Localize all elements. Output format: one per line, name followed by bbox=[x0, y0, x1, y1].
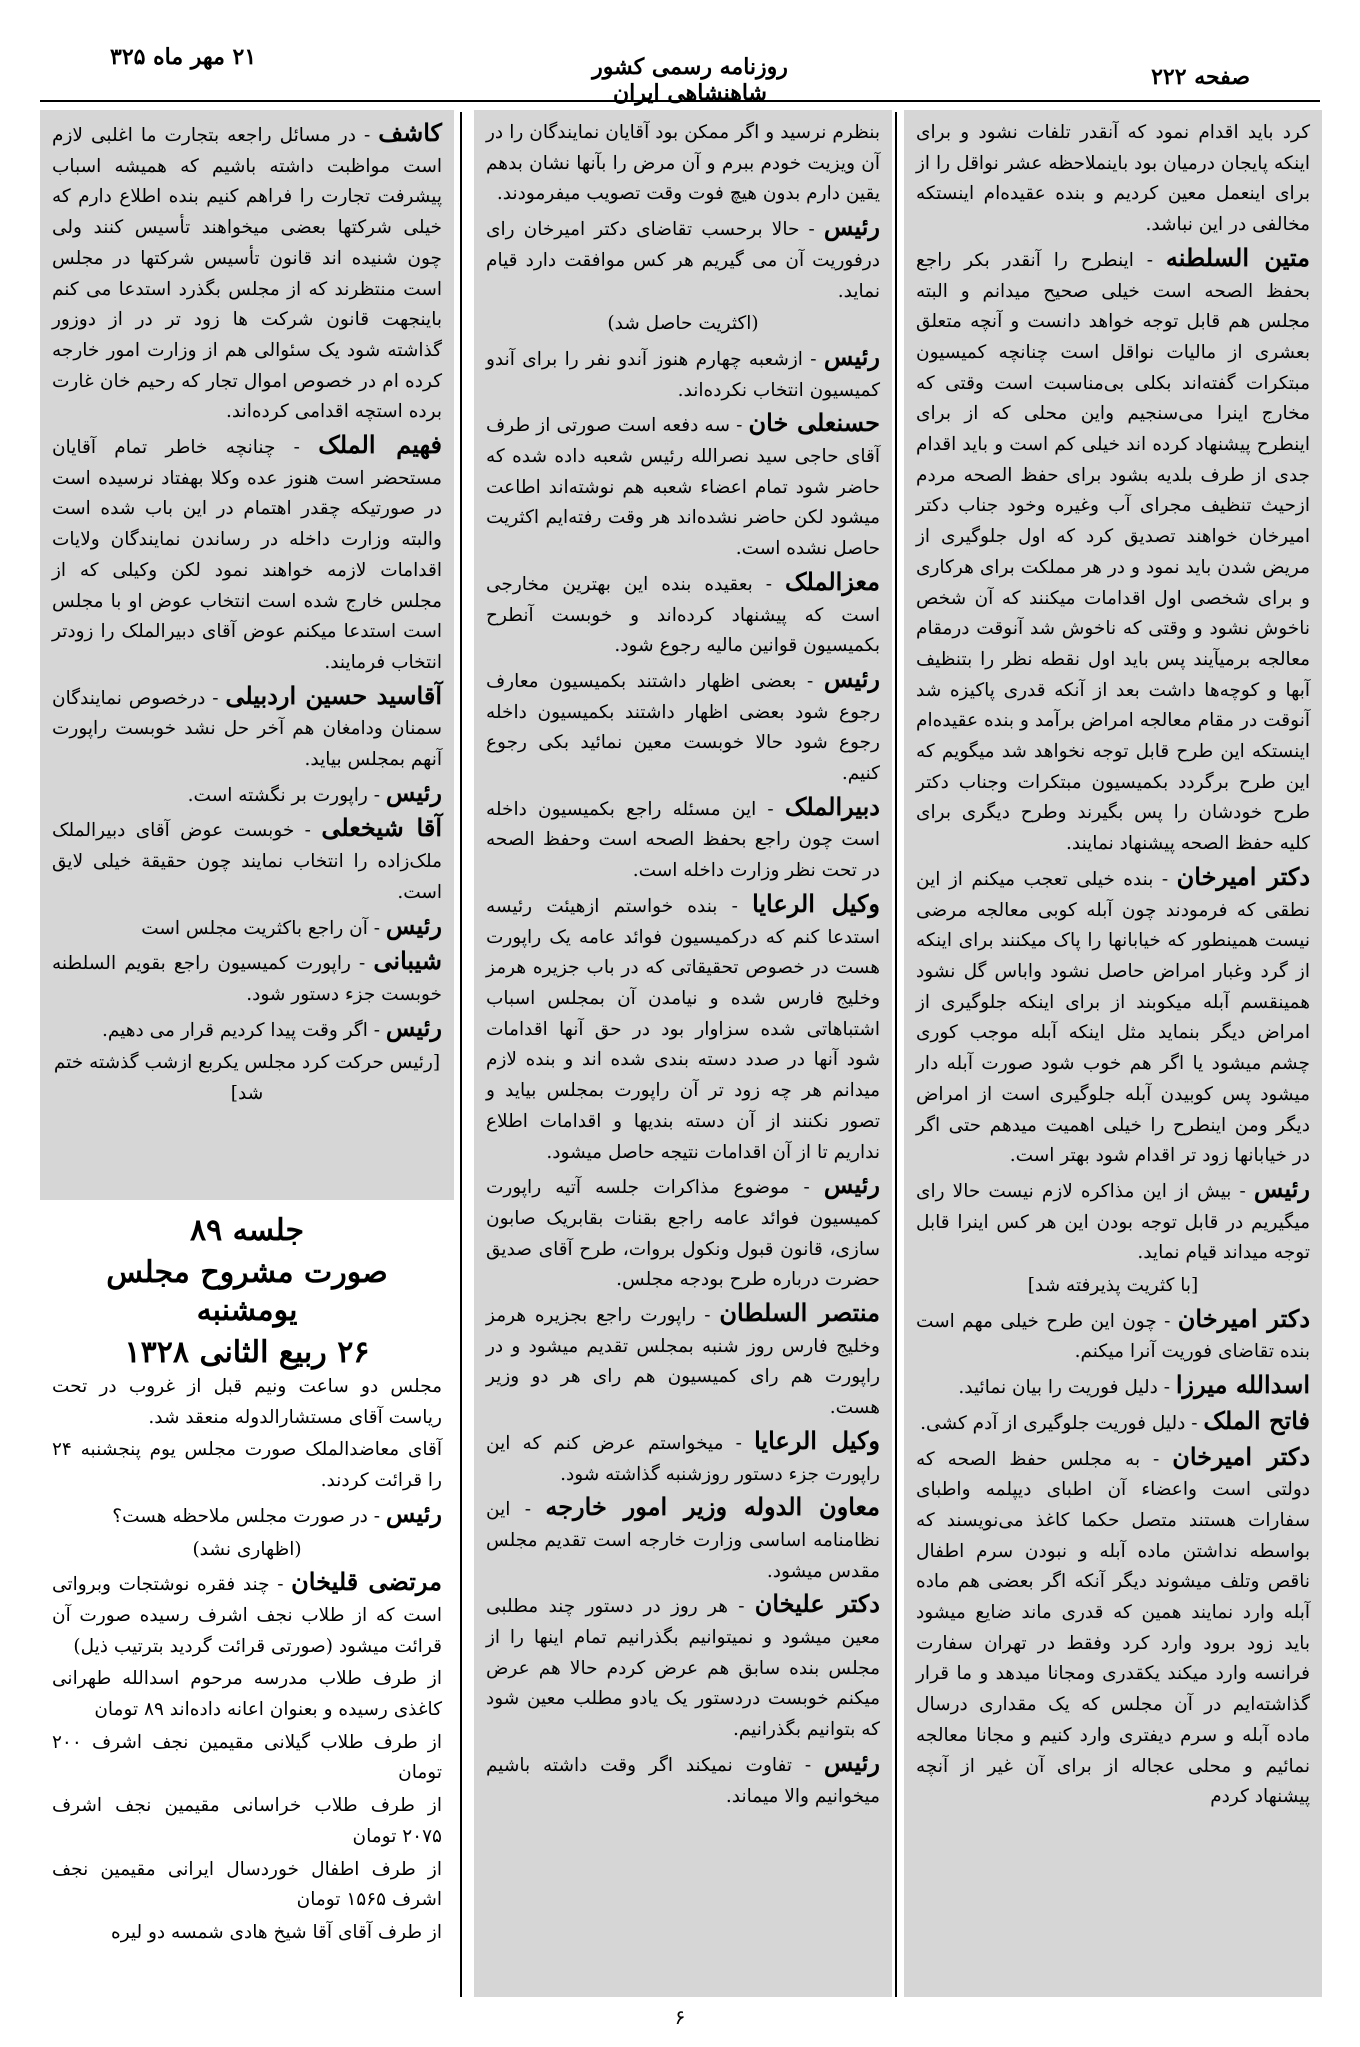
speech-text: - چند فقره نوشتجات وبرواتی است که از طلاب نجف اشرف رسیده صورت آن قرائت میشود (صورتی قرائت گردید بترتیب ذیل) bbox=[52, 1574, 442, 1657]
speech-paragraph bbox=[52, 1664, 442, 1725]
speech-text: - راپورت راجع بجزیره هرمز وخلیج فارس روز شنبه بمجلس تقدیم میشود و در راپورت هم رای کمیسیون هم رای هر دو وزیر هست. bbox=[486, 1305, 880, 1419]
speech-paragraph bbox=[486, 212, 880, 307]
speech-paragraph bbox=[916, 1442, 1310, 1813]
speech-paragraph bbox=[52, 1918, 442, 1949]
page-number: صفحه ۲۲۲ bbox=[1151, 64, 1250, 90]
speaker-name: دکتر امیرخان bbox=[1177, 1303, 1311, 1333]
speaker-name: رئیس bbox=[385, 777, 442, 807]
proceedings-note: [با کثریت پذیرفته شد] bbox=[1027, 1275, 1199, 1297]
speaker-name: رئیس bbox=[823, 1747, 880, 1777]
speech-paragraph bbox=[52, 1728, 442, 1789]
column-divider bbox=[895, 112, 897, 1997]
middle-column bbox=[474, 110, 892, 1997]
speech-paragraph bbox=[916, 1304, 1310, 1368]
speaker-name: دکتر علیخان bbox=[754, 1589, 880, 1619]
speaker-name: رئیس bbox=[1253, 1173, 1310, 1203]
speaker-name: مرتضی قلیخان bbox=[291, 1567, 442, 1597]
speech-paragraph bbox=[486, 1748, 880, 1812]
speech-text: - موضوع مذاکرات جلسه آتیه راپورت کمیسیون فوائد عامه راجع بقنات بقابریک صابون سازی، قانون قبول ونکول بروات، طرح آقای صدیق حضرت درباره طرح بودجه مجلس. bbox=[486, 1177, 880, 1291]
speech-text: - راپورت کمیسیون راجع بقویم السلطنه خوبست جزء دستور شود. bbox=[52, 953, 442, 1005]
speech-paragraph bbox=[486, 118, 880, 210]
proceedings-note: [رئیس حرکت کرد مجلس یکربع ازشب گذشته ختم شد] bbox=[53, 1052, 441, 1105]
speech-text: - بیش از این مذاکره لازم نیست حالا رای میگیریم در قابل توجه بودن این هر کس اینرا قابل توجه میداند قیام نماید. bbox=[916, 1180, 1310, 1264]
speaker-name: فاتح الملک bbox=[1203, 1405, 1310, 1435]
proceedings-note: (اظهاری نشد) bbox=[192, 1538, 302, 1560]
speech-paragraph bbox=[52, 1435, 442, 1496]
speech-text: - درخصوص نمایندگان سمنان ودامغان هم آخر حل نشد خوبست راپورت آنهم بمجلس بیاید. bbox=[52, 687, 442, 771]
speech-paragraph bbox=[916, 1174, 1310, 1269]
speech-text: کرد باید اقدام نمود که آنقدر تلفات نشود و برای اینکه پایجان درمیان بود باینملاحظه عشر نواقل را از برای اینعمل معین کردیم و بنده عقیده‌ام اینستکه مخالفی در این نباشد. bbox=[916, 122, 1310, 236]
speech-paragraph bbox=[486, 1426, 880, 1490]
newspaper-title: روزنامه رسمی کشور شاهنشاهی ایران bbox=[592, 54, 788, 106]
speech-paragraph bbox=[52, 911, 442, 945]
speech-text: - بعضی اظهار داشتند بکمیسیون معارف رجوع شود بعضی اظهار داشتند بکمیسیون داخله رجوع شود حالا خوبست معین نمائید بکی رجوع کنیم. bbox=[486, 670, 880, 785]
speaker-name: رئیس bbox=[823, 1170, 880, 1200]
speech-text: - سه دفعه است صورتی از طرف آقای حاجی سید نصرالله رئیس شعبه داده شده که حاضر شود تمام اعضاء شعبه هم نوشته‌اند اطاعت میشود لکن حاضر نشده‌اند هر وقت رفته‌ایم اکثریت حاصل نشده است. bbox=[486, 415, 880, 560]
left-column bbox=[40, 110, 454, 1997]
speech-paragraph bbox=[52, 1567, 442, 1662]
column-divider bbox=[460, 112, 462, 1997]
session-title: صورت مشروح مجلس یومشنبه bbox=[106, 1255, 388, 1328]
speaker-name: وکیل الرعایا bbox=[754, 1425, 880, 1455]
session-89-section bbox=[40, 1200, 454, 1949]
speaker-name: منتصر السلطان bbox=[719, 1298, 881, 1328]
speaker-name: آقاسید حسین اردبیلی bbox=[225, 680, 442, 710]
speaker-name: دبیرالملک bbox=[784, 791, 880, 821]
speech-text: - دلیل فوریت را بیان نمائید. bbox=[958, 1377, 1170, 1399]
speaker-name: دکتر امیرخان bbox=[1172, 1441, 1310, 1471]
speech-text: - بنده خیلی تعجب میکنم از این نطقی که فرمودند چون آبله کوبی معالجه مرضی نیست همینطور که خیابانها را پاک میکنند برای اینکه از گرد وغبار امراض حاصل نشود واباس گل نشود همینقسم آبله میکوبند از برای اینکه جلوگیری از امراض دیگر بنماید مثل اینکه آبله موجب کوری چشم میشود یا اگر هم خوب شود صورت آبله دار میشود پس کوبیدن آبله جلوگیری است از امراض دیگر ومن اینطرح را خیلی اهمیت میدهم حتی اگر در خیابانها زود تر اقدام شود بهتر است. bbox=[916, 868, 1310, 1167]
speech-text: - هر روز در دستور چند مطلبی معین میشود و نمیتوانیم بگذرانیم تمام اینها را از مجلس بنده سابق هم عرض کردم حالا هم عرض میکنم خوبست دردستور یک یادو مطلب معین شود که بتوانیم بگذرانیم. bbox=[486, 1596, 880, 1741]
speech-paragraph bbox=[486, 408, 880, 565]
speech-text: - در مسائل راجعه بتجارت ما اغلبی لازم است مواظبت داشته باشیم که همیشه اسباب پیشرفت تجارت را فراهم کنیم بنده اطلاع دارم که خیلی شرکتها بعضی میخواهند تأسیس کنند ولی چون شنیده اند قانون تأسیس شرکتها در مجلس است منتظرند که از مجلس بگذرد استدعا می کنم باینجهت قانون شرکت ها زود تر در از دوزور گذاشته شود یک سئوالی هم از وزارت امور خارجه کرده ام در خصوص اموال تجار که رحیم خان غارت برده استچه اقدامی کرده‌اند. bbox=[52, 125, 442, 423]
speaker-name: متین السلطنه bbox=[1165, 242, 1310, 272]
speech-paragraph bbox=[52, 813, 442, 908]
speech-paragraph bbox=[486, 1298, 880, 1424]
session-body bbox=[52, 1372, 442, 1949]
speaker-name: کاشف bbox=[378, 118, 442, 147]
speech-paragraph bbox=[916, 1370, 1310, 1404]
speaker-name: رئیس bbox=[823, 341, 880, 371]
speech-paragraph bbox=[916, 118, 1310, 241]
speech-paragraph bbox=[486, 792, 880, 887]
speech-paragraph bbox=[916, 862, 1310, 1172]
speech-paragraph bbox=[52, 1791, 442, 1852]
speech-text: از طرف طلاب خراسانی مقیمین نجف اشرف ۲۰۷۵ تومان bbox=[52, 1795, 442, 1847]
speech-text: از طرف اطفال خوردسال ایرانی مقیمین نجف اشرف ۱۵۶۵ تومان bbox=[52, 1858, 442, 1911]
speech-paragraph bbox=[916, 1406, 1310, 1440]
speech-text: - این مسئله راجع بکمیسیون داخله است چون راجع بحفظ الصحه است وحفظ الصحه در تحت نظر وزارت داخله است. bbox=[486, 798, 880, 882]
speech-text: مجلس دو ساعت ونیم قبل از غروب در تحت ریاست آقای مستشارالدوله منعقد شد. bbox=[52, 1376, 442, 1428]
speech-text: - خوبست عوض آقای دبیرالملک ملک‌زاده را انتخاب نمایند چون حقیقة خیلی لایق است. bbox=[52, 820, 442, 903]
session-date: ۲۶ ربیع الثانی ۱۳۲۸ bbox=[124, 1335, 370, 1370]
speech-paragraph bbox=[52, 778, 442, 812]
speech-paragraph bbox=[486, 1492, 880, 1587]
speech-text: - میخواستم عرض کنم که این راپورت جزء دستور روزشنبه گذاشته شود. bbox=[486, 1432, 880, 1485]
speaker-name: معاون الدوله وزیر امور خارجه bbox=[545, 1492, 880, 1522]
speech-paragraph bbox=[52, 681, 442, 776]
speech-text: - بعقیده بنده این بهترین مخارجی است که پیشنهاد کرده‌اند و خوبست آنطرح بکمیسیون قوانین مالیه رجوع شود. bbox=[486, 573, 880, 657]
speaker-name: رئیس bbox=[385, 910, 442, 940]
speaker-name: فهیم الملک bbox=[318, 430, 442, 460]
speaker-name: دکتر امیرخان bbox=[1176, 861, 1311, 891]
speaker-name: آقا شیخعلی bbox=[321, 813, 442, 843]
speech-text: - این نظامنامه اساسی وزارت خارجه است تقدیم مجلس مقدس میشود. bbox=[486, 1499, 880, 1582]
speech-text: - چون این طرح خیلی مهم است بنده تقاضای فوریت آنرا میکنم. bbox=[916, 1310, 1310, 1363]
speech-text: بنظرم نرسید و اگر ممکن بود آقایان نمایندگان را در آن ویزیت خودم ببرم و آن مرض را بآنها نشان بدهم یقین دارم بدون هیچ فوت وقت تصویب میفرمودند. bbox=[486, 122, 880, 205]
speech-text: از طرف آقای آقا شیخ هادی شمسه دو لیره bbox=[111, 1921, 442, 1943]
speaker-name: رئیس bbox=[823, 663, 880, 693]
speaker-name: رئیس bbox=[385, 1012, 442, 1042]
speech-text: - حالا برحسب تقاضای دکتر امیرخان رای درفوریت آن می گیریم هر کس موافقت دارد قیام نماید. bbox=[486, 219, 880, 302]
speaker-name: اسدالله میرزا bbox=[1175, 1370, 1310, 1400]
speaker-name: رئیس bbox=[385, 1498, 442, 1528]
speaker-name: معزالملک bbox=[785, 566, 880, 596]
speech-paragraph bbox=[52, 1855, 442, 1916]
speech-paragraph bbox=[52, 430, 442, 679]
right-column bbox=[904, 110, 1322, 1997]
speech-paragraph bbox=[916, 243, 1310, 860]
speaker-name: حسنعلی خان bbox=[748, 408, 880, 438]
issue-date: ۲۱ مهر ماه ۳۲۵ bbox=[110, 44, 257, 70]
header-rule bbox=[40, 100, 1320, 102]
speech-text: - اگر وقت پیدا کردیم قرار می دهیم. bbox=[101, 1019, 380, 1041]
speech-text: - در صورت مجلس ملاحظه هست؟ bbox=[112, 1505, 380, 1527]
speech-text: از طرف طلاب مدرسه مرحوم اسدالله طهرانی کاغذی رسیده و بعنوان اعانه داده‌اند ۸۹ تومان bbox=[52, 1668, 442, 1721]
speech-paragraph bbox=[52, 118, 442, 428]
speech-text: - تفاوت نمیکند اگر وقت داشته باشیم میخوانیم والا میماند. bbox=[486, 1754, 880, 1807]
speech-paragraph bbox=[52, 1013, 442, 1047]
previous-session-end bbox=[40, 110, 454, 1200]
speech-paragraph bbox=[486, 342, 880, 406]
speech-text: - بنده خواستم ازهیئت رئیسه استدعا کنم که درکمیسیون فوائد عامه یک راپورت هست در خصوص تحقیقاتی که در باب جزیره هرمز وخلیج فارس شده و نیامدن آن بمجلس اسباب اشتباهاتی شده سزاوار بود در حق آنها اقدامات شود آنها در صدد دسته بندی شده اند و بنده لازم میدانم هر چه زود تر آن راپورت بمجلس بیاید و تصور نکنند از آن دسته بندیها و اقدامات اطلاع نداریم تا از آن اقدامات نتیجه حاصل میشود. bbox=[486, 895, 880, 1163]
speech-text: - آن راجع باکثریت مجلس است bbox=[141, 917, 380, 939]
page-header bbox=[20, 0, 1340, 112]
speaker-name: رئیس bbox=[823, 212, 880, 242]
speech-paragraph bbox=[486, 567, 880, 662]
speaker-name: شیبانی bbox=[373, 946, 442, 976]
page-footer-mark: ۶ bbox=[674, 2005, 686, 2029]
speech-text: - راپورت بر نگشته است. bbox=[187, 784, 380, 806]
speech-text: - به مجلس حفظ الصحه که دولتی است واعضاء آن اطبای دیپلمه واطبای سفارات هستند متصل حکما کاغذ می‌نویسند که بواسطه نداشتن ماده آبله و نبودن سرم اطفال ناقص وتلف میشوند دیگر آنکه اگر بعضی هم ماده آبله وارد نمایند همین که قدری ماند ضایع میشود باید زود برود وارد کرد وفقط در تهران سفارت فرانسه وارد میکند یکقدری ومجانا میدهد و ما قرار گذاشته‌ایم در آن مجلس که یک مقداری درسال ماده آبله و سرم دیفتری وارد کنیم و مجانا معالجه نمائیم و محلی عجاله از برای آن غیر از آنچه پیشنهاد کردم bbox=[916, 1448, 1310, 1808]
session-number: جلسه ۸۹ bbox=[189, 1213, 304, 1248]
speech-text: - دلیل فوریت جلوگیری از آدم کشی. bbox=[920, 1412, 1198, 1434]
speech-paragraph bbox=[486, 1589, 880, 1746]
speech-text: آقای معاضدالملک صورت مجلس یوم پنجشنبه ۲۴ را قرائت کردند. bbox=[52, 1439, 442, 1492]
speech-paragraph bbox=[486, 1170, 880, 1296]
speech-paragraph bbox=[486, 664, 880, 790]
speaker-name: وکیل الرعایا bbox=[752, 888, 880, 918]
proceedings-note: (اکثریت حاصل شد) bbox=[607, 313, 759, 335]
speech-paragraph bbox=[52, 1499, 442, 1533]
speech-text: - چنانچه خاطر تمام آقایان مستحضر است هنوز عده وکلا بهفتاد نرسیده است در صورتیکه چقدر اهتمام در این باب شده است والبته وزارت داخله در رساندن نمایندگان ولایات اقدامات لازمه خواهند نمود لکن وکیلی که از مجلس خارج شده است انتخاب عوض او با مجلس است استدعا میکنم عوض آقای دبیرالملک را زودتر انتخاب فرمایند. bbox=[52, 437, 442, 673]
speech-text: - اینطرح را آنقدر بکر راجع بحفظ الصحه است خیلی صحیح میدانم و البته مجلس هم قابل توجه خواهد دانست و آنچه متعلق بعشری از مالیات نواقل است چنانچه کمیسیون مبتکرات گفته‌اند بکلی بی‌مناسبت است وقتی که مخارج اینرا می‌سنجیم واین محلی که از برای اینطرح پیشنهاد کرده اند خیلی کم است و باید اقدام جدی از طرف بلدیه بشود برای حفظ الصحه مردم ازحیث تنظیف مجرای آب وغیره وخود جناب دکتر امیرخان خواهند تصدیق کرد که اول جلوگیری از مریض شدن باید نمود و در هر مملکت برای هرکاری و برای شخصی اول اقدامات میکنند که آن شخص ناخوش نشود و وقتی که ناخوش شد آنوقت درمقام معالجه برمیآیند پس باید اول نقطه نظر را بتنظیف آبها و کوچه‌ها داشت بعد از آنکه قدری پاکیزه شد آنوقت در مقام معالجه امراض برآمد و بنده عقیده‌ام اینستکه این طرح قابل توجه نخواهد شد میگویم که این طرح برگردد بکمیسیون مبتکرات وجناب دکتر طرح خودشان را پس بگیرند وطرح دیگری برای کلیه حفظ الصحه پیشنهاد نمایند. bbox=[916, 249, 1310, 855]
speech-text: از طرف طلاب گیلانی مقیمین نجف اشرف ۲۰۰ تومان bbox=[52, 1731, 442, 1784]
speech-paragraph bbox=[486, 889, 880, 1168]
speech-paragraph bbox=[52, 946, 442, 1010]
speech-paragraph bbox=[52, 1372, 442, 1433]
speech-text: - ازشعبه چهارم هنوز آندو نفر را برای آندو کمیسیون انتخاب نکرده‌اند. bbox=[486, 348, 880, 401]
